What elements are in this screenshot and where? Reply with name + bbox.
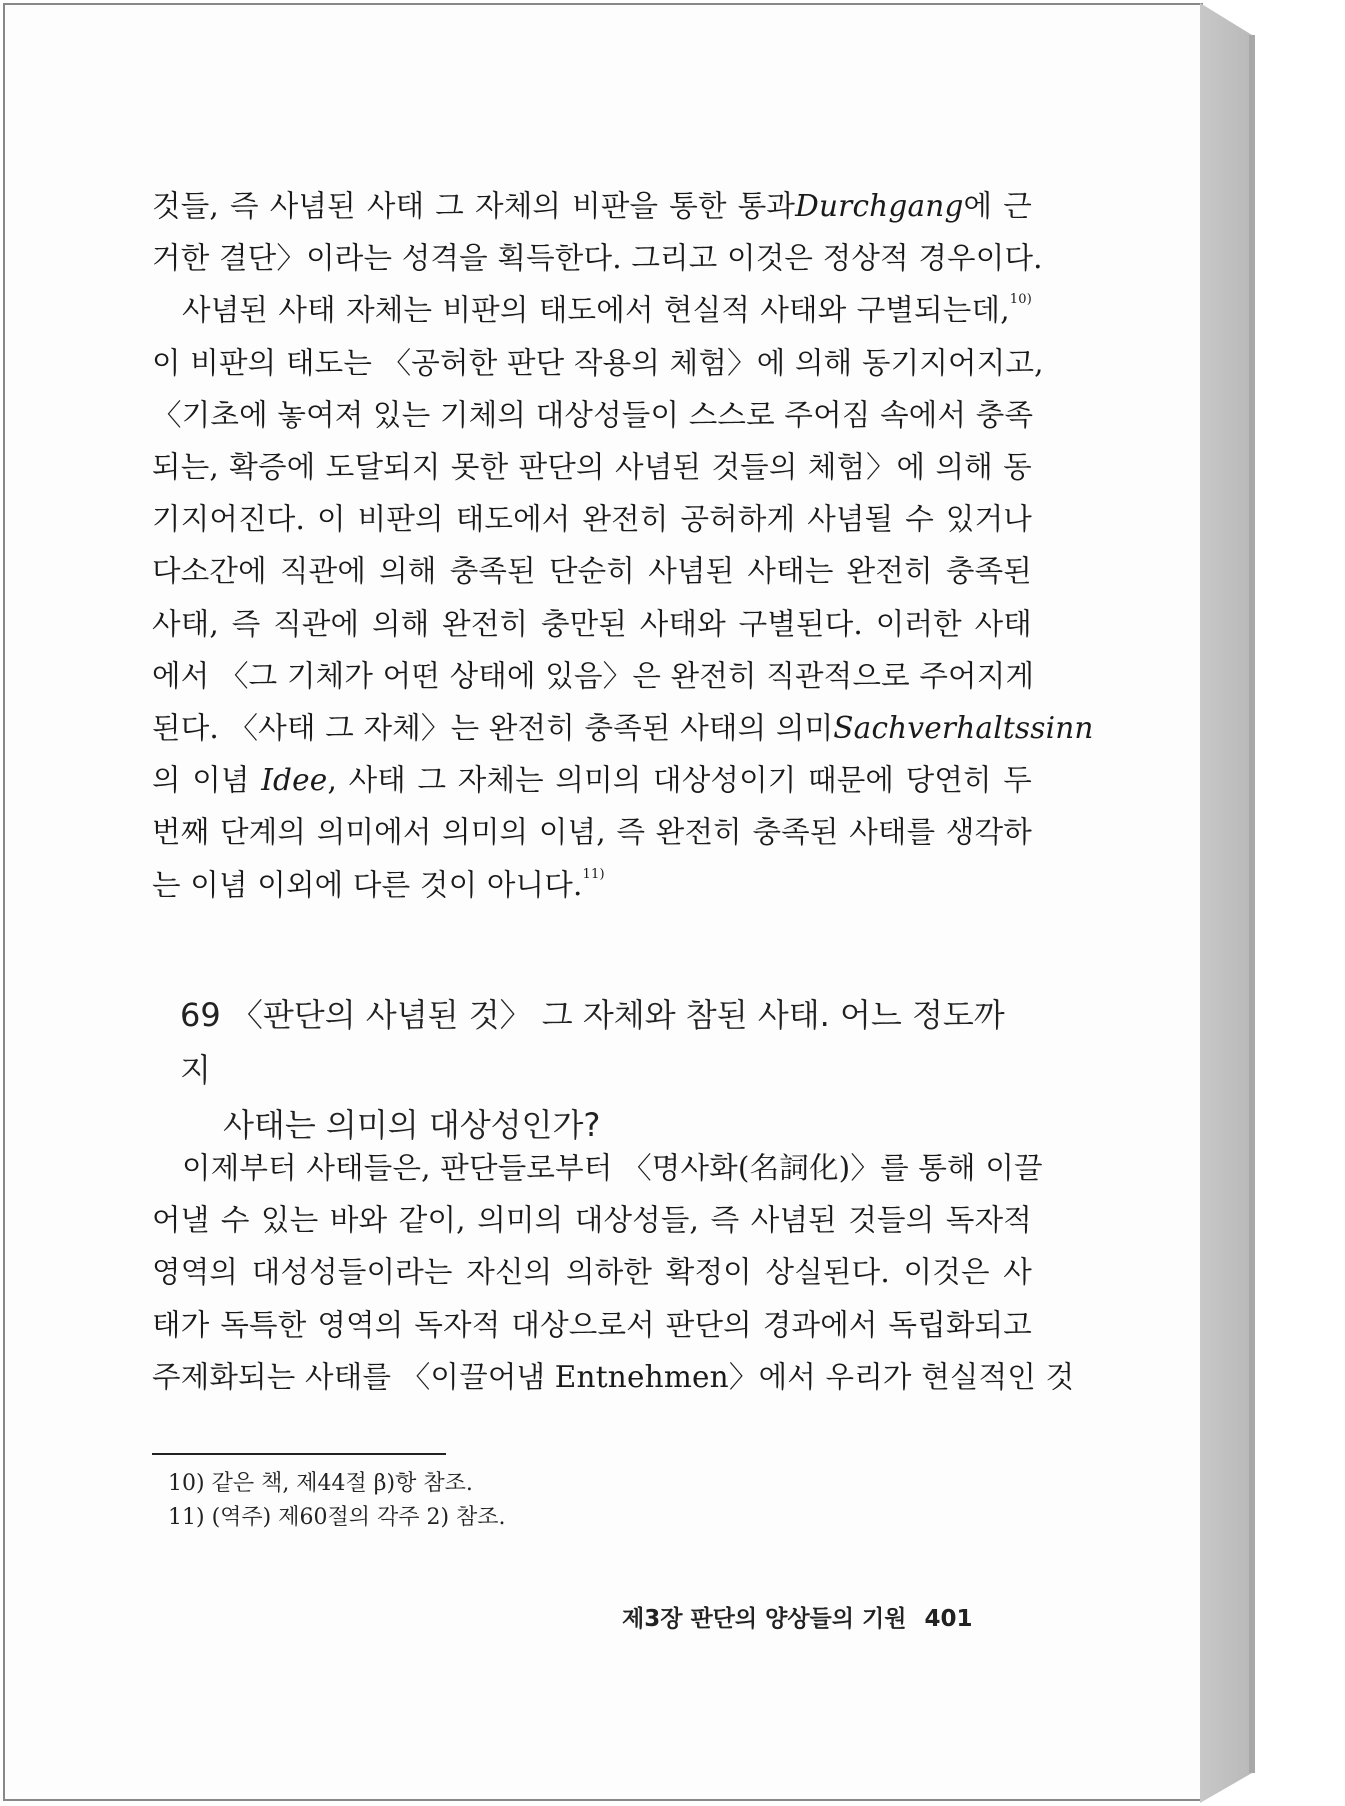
paragraph2-line8: 에서 〈그 기체가 어떤 상태에 있음〉은 완전히 직관적으로 주어지게 bbox=[152, 658, 1035, 693]
paragraph2-line1 bbox=[152, 284, 1032, 336]
paragraph2-line4: 되는, 확증에 도달되지 못한 판단의 사념된 것들의 체험〉에 의해 동 bbox=[152, 450, 1032, 485]
german-term: Idee bbox=[261, 763, 328, 798]
paragraph3-line1: 이제부터 사태들은, 판단들로부터 〈명사화(名詞化)〉를 통해 이끌 bbox=[182, 1151, 1043, 1185]
text-run: 사념된 사태 자체는 비판의 태도에서 현실적 사태와 구별되는데, bbox=[182, 293, 1010, 328]
paragraph2-line6: 다소간에 직관에 의해 충족된 단순히 사념된 사태는 완전히 충족된 bbox=[152, 554, 1032, 589]
footnote-11: 11) (역주) 제60절의 각주 2) 참조. bbox=[168, 1505, 506, 1530]
body-text-upper bbox=[152, 180, 1094, 911]
running-footer bbox=[622, 1600, 972, 1633]
text-run: 는 이념 이외에 다른 것이 아니다. bbox=[152, 867, 583, 902]
paragraph2-line5: 기지어진다. 이 비판의 태도에서 완전히 공허하게 사념될 수 있거나 bbox=[152, 502, 1032, 537]
german-term: Sachverhaltssinn bbox=[833, 711, 1094, 746]
chapter-title: 제3장 판단의 양상들의 기원 bbox=[622, 1606, 907, 1632]
paragraph3-line4: 태가 독특한 영역의 독자적 대상으로서 판단의 경과에서 독립화되고 bbox=[152, 1307, 1032, 1342]
section-title-part2: 사태는 의미의 대상성인가? bbox=[223, 1106, 601, 1144]
section-number: 69 bbox=[180, 996, 221, 1034]
paragraph3-line2: 어낼 수 있는 바와 같이, 의미의 대상성들, 즉 사념된 것들의 독자적 bbox=[152, 1203, 1032, 1238]
footnote-10: 10) 같은 책, 제44절 β)항 참조. bbox=[168, 1471, 473, 1496]
german-term: Durchgang bbox=[795, 189, 964, 223]
text-run: 에 근 bbox=[963, 189, 1032, 223]
section-heading-line1 bbox=[180, 988, 1032, 1098]
footnote-divider bbox=[152, 1453, 446, 1455]
text-run: , 사태 그 자체는 의미의 대상성이기 때문에 당연히 두 bbox=[327, 763, 1032, 798]
paragraph2-line12 bbox=[152, 859, 1032, 911]
footnotes bbox=[168, 1467, 506, 1535]
page-number: 401 bbox=[924, 1606, 973, 1632]
footnote-ref-11: 11) bbox=[582, 866, 605, 882]
text-run: 의 이념 bbox=[152, 763, 250, 798]
paragraph2-line11: 번째 단계의 의미에서 의미의 이념, 즉 완전히 충족된 사태를 생각하 bbox=[152, 815, 1032, 850]
paragraph2-line9 bbox=[152, 702, 1094, 754]
paragraph2-line3: 〈기초에 놓여져 있는 기체의 대상성들이 스스로 주어짐 속에서 충족 bbox=[152, 397, 1034, 432]
section-heading bbox=[180, 988, 1032, 1153]
text-run: 것들, 즉 사념된 사태 그 자체의 비판을 통한 통과 bbox=[152, 189, 796, 223]
text-run: 된다. 〈사태 그 자체〉는 완전히 충족된 사태의 의미 bbox=[152, 711, 834, 746]
paragraph3-line3: 영역의 대성성들이라는 자신의 의하한 확정이 상실된다. 이것은 사 bbox=[152, 1255, 1032, 1290]
book-spine-edge bbox=[1249, 35, 1255, 1773]
footnote-ref-10: 10) bbox=[1009, 292, 1032, 308]
section-title-part1: 〈판단의 사념된 것〉 그 자체와 참된 사태. 어느 정도까지 bbox=[180, 996, 1005, 1089]
body-text-lower bbox=[152, 1142, 1075, 1403]
paragraph2-line7: 사태, 즉 직관에 의해 완전히 충만된 사태와 구별된다. 이러한 사태 bbox=[152, 606, 1032, 641]
paragraph3-line5: 주제화되는 사태를 〈이끌어냄 Entnehmen〉에서 우리가 현실적인 것 bbox=[152, 1359, 1075, 1394]
paragraph1-line2: 거한 결단〉이라는 성격을 획득한다. 그리고 이것은 정상적 경우이다. bbox=[152, 241, 1043, 276]
paragraph2-line10 bbox=[152, 754, 1032, 806]
paragraph2-line2: 이 비판의 태도는 〈공허한 판단 작용의 체험〉에 의해 동기지어지고, bbox=[152, 345, 1044, 380]
book-spine bbox=[1200, 3, 1252, 1803]
paragraph1-line1 bbox=[152, 180, 1032, 232]
